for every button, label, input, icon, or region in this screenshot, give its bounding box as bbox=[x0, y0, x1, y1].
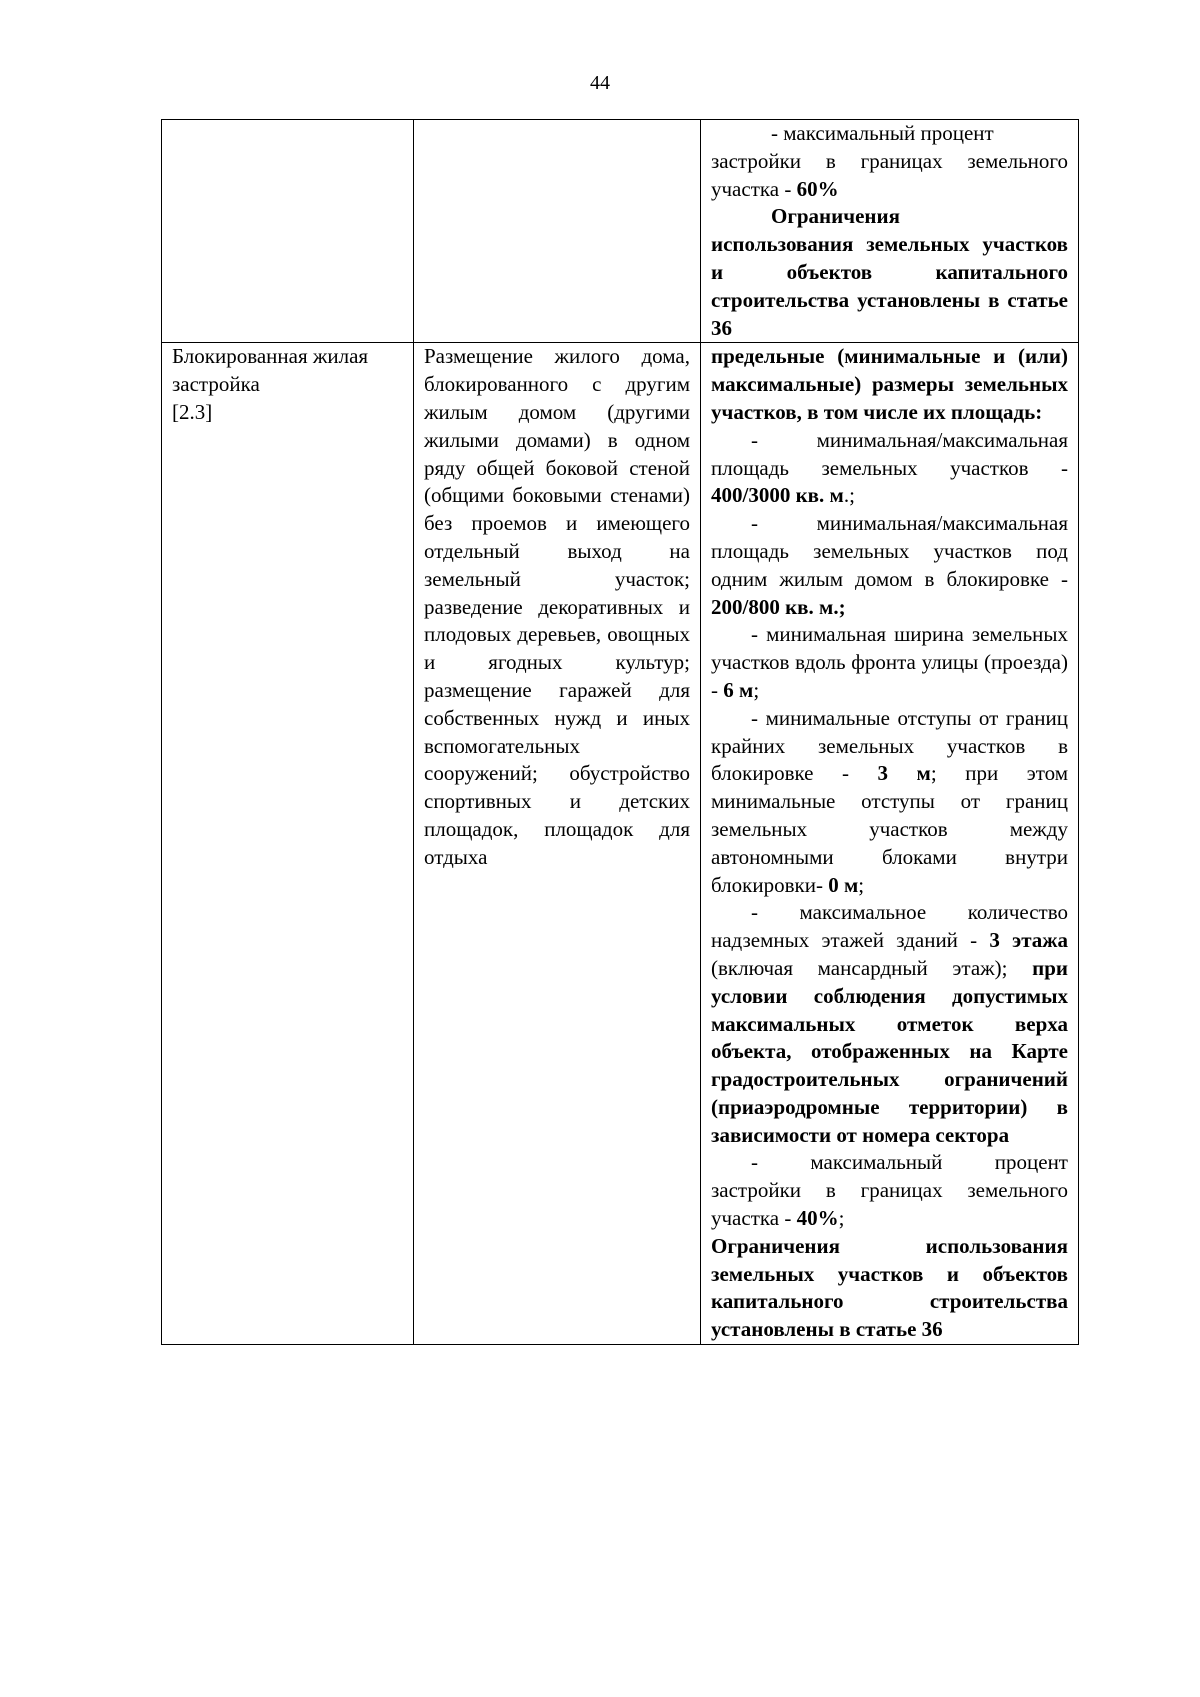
max-coverage-label: застройки в границах земельного участка - bbox=[711, 148, 1068, 201]
restrictions-body: использования земельных участков и объектов капитального строительства установлены в статье 36 bbox=[711, 232, 1068, 340]
land-use-table bbox=[161, 119, 1079, 1345]
param-coverage-text: - максимальный процент застройки в границах земельного участка - bbox=[711, 1150, 1068, 1231]
row1-col1-cell bbox=[162, 120, 414, 343]
param-block-area-text: - минимальная/максимальная площадь земельных участков под одним жилым домом в блокировке - bbox=[711, 511, 1068, 591]
param-setbacks-value: 3 м bbox=[877, 761, 931, 786]
restrictions-title: Ограничения bbox=[771, 204, 900, 229]
max-coverage-text bbox=[711, 148, 1068, 204]
param-setbacks-value2: 0 м bbox=[828, 872, 859, 897]
use-type-code: [2.3] bbox=[172, 399, 213, 424]
param-area bbox=[711, 427, 1068, 510]
param-width bbox=[711, 621, 1068, 704]
param-area-value: 400/3000 кв. м bbox=[711, 483, 844, 508]
param-coverage bbox=[711, 1149, 1068, 1232]
param-floors-text: - максимальное количество надземных этажей зданий - bbox=[711, 900, 1068, 953]
param-block-area bbox=[711, 510, 1068, 621]
param-floors-note: (включая мансардный этаж); bbox=[711, 955, 1033, 980]
row2-col2-cell bbox=[414, 343, 701, 1345]
param-floors-value: 3 этажа bbox=[989, 928, 1068, 953]
table-row bbox=[162, 120, 1079, 343]
param-setbacks bbox=[711, 705, 1068, 900]
parameters-heading: предельные (минимальные и (или) максимальные) размеры земельных участков, в том числе их площадь: bbox=[711, 344, 1068, 424]
max-coverage-line: - максимальный процент bbox=[771, 121, 994, 145]
page-number: 44 bbox=[590, 72, 610, 94]
param-setbacks-end: ; bbox=[858, 872, 865, 897]
param-floors bbox=[711, 899, 1068, 1149]
param-floors-condition: при условии соблюдения допустимых максимальных отметок верха объекта, отображенных на Карте градостроительных ограничений (приаэродромные территории) в зависимости от номера сектора bbox=[711, 955, 1068, 1147]
param-width-end: ; bbox=[753, 677, 760, 702]
table-row bbox=[162, 343, 1079, 1345]
param-coverage-value: 40% bbox=[796, 1206, 839, 1231]
param-area-end: .; bbox=[843, 483, 855, 508]
max-coverage-value: 60% bbox=[796, 176, 839, 201]
row2-col3-cell bbox=[701, 343, 1079, 1345]
param-setbacks-text2: ; при этом минимальные отступы от границ земельных участков между автономными блоками внутри блокировки- bbox=[711, 761, 1068, 897]
param-block-area-value: 200/800 кв. м.; bbox=[711, 594, 846, 619]
param-area-text: - минимальная/максимальная площадь земельных участков - bbox=[711, 427, 1068, 480]
use-type-name: Блокированная жилая застройка bbox=[172, 344, 369, 397]
param-width-value: 6 м bbox=[723, 677, 754, 702]
param-setbacks-text: - минимальные отступы от границ крайних земельных участков в блокировке - bbox=[711, 705, 1068, 786]
param-coverage-end: ; bbox=[838, 1206, 845, 1231]
restrictions-note: Ограничения использования земельных участков и объектов капитального строительства установлены в статье 36 bbox=[711, 1233, 1068, 1342]
param-width-text: - минимальная ширина земельных участков вдоль фронта улицы (проезда) - bbox=[711, 622, 1068, 702]
use-description: Размещение жилого дома, блокированного с другим жилым домом (другими жилыми домами) в одном ряду общей боковой стеной (общими боковыми стенами) без проемов и имеющего отдельный выход на земельный участок; разведение декоративных и плодовых деревьев, овощных и ягодных культур; размещение гаражей для собственных нужд и иных вспомогательных сооружений; обустройство спортивных и детских площадок, площадок для отдыха bbox=[424, 344, 690, 869]
row1-col3-cell bbox=[701, 120, 1079, 343]
row2-col1-cell bbox=[162, 343, 414, 1345]
row1-col2-cell bbox=[414, 120, 701, 343]
